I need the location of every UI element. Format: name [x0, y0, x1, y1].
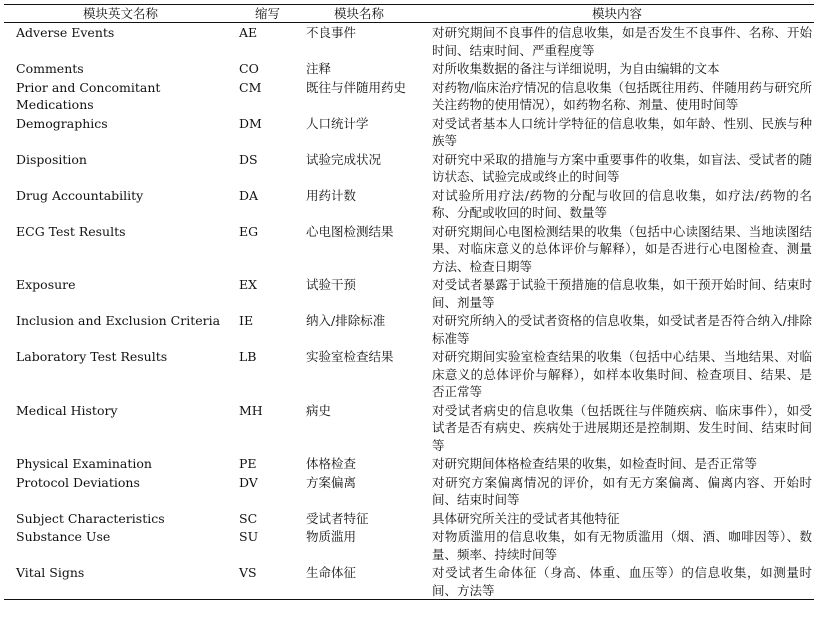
module-table	[4, 4, 814, 600]
cell-abbreviation: LB	[239, 349, 257, 364]
cell-english-name: Laboratory Test Results	[16, 349, 168, 364]
cell-english-name: Comments	[16, 61, 84, 76]
table-row	[4, 311, 814, 347]
cell-module-name: 实验室检查结果	[306, 349, 394, 364]
header-abbreviation: 缩写	[254, 6, 280, 21]
table-row	[4, 23, 814, 60]
cell-module-content: 对研究期间实验室检查结果的收集（包括中心结果、当地结果、对临床意义的总体评价与解释），如样本收集时间、检查项目、结果、是否正常等	[432, 349, 812, 399]
cell-module-name: 病史	[306, 402, 332, 418]
table-header-row	[4, 5, 814, 23]
cell-english-name: Protocol Deviations	[16, 474, 140, 490]
cell-module-name: 既往与伴随用药史	[306, 79, 407, 95]
table-row	[4, 150, 814, 186]
cell-module-content: 对试验所用疗法/药物的分配与收回的信息收集，如疗法/药物的名称、分配或收回的时间、数量等	[432, 187, 812, 220]
cell-module-content: 对研究方案偏离情况的评价，如有无方案偏离、偏离内容、开始时间、结束时间等	[432, 474, 812, 507]
cell-module-content: 对受试者基本人口统计学特征的信息收集，如年龄、性别、民族与种族等	[432, 115, 812, 148]
header-english-name: 模块英文名称	[82, 6, 158, 21]
table-row	[4, 186, 814, 222]
table-row	[4, 347, 814, 401]
cell-module-name: 试验完成状况	[306, 151, 382, 167]
cell-module-name: 试验干预	[306, 277, 357, 292]
table-body	[4, 23, 814, 600]
header-module-name: 模块名称	[333, 6, 384, 21]
cell-module-name: 人口统计学	[306, 115, 369, 131]
cell-module-content: 对受试者暴露于试验干预措施的信息收集，如干预开始时间、结束时间、剂量等	[432, 277, 812, 310]
table-row	[4, 59, 814, 78]
table-row	[4, 509, 814, 528]
cell-module-name: 方案偏离	[306, 474, 357, 490]
cell-module-content: 对受试者病史的信息收集（包括既往与伴随疾病、临床事件），如受试者是否有病史、疾病处于进展期还是控制期、发生时间、结束时间等	[432, 402, 812, 453]
cell-module-content: 对研究所纳入的受试者资格的信息收集，如受试者是否符合纳入/排除标准等	[432, 313, 812, 346]
cell-abbreviation: EG	[239, 223, 259, 239]
cell-module-name: 生命体征	[306, 565, 357, 580]
cell-module-name: 体格检查	[306, 456, 357, 471]
cell-module-content: 对研究中采取的措施与方案中重要事件的收集，如盲法、受试者的随访状态、试验完成或终止的时间等	[432, 151, 812, 184]
cell-abbreviation: DS	[239, 151, 258, 167]
header-module-content: 模块内容	[591, 6, 642, 21]
cell-abbreviation: VS	[239, 565, 257, 580]
cell-english-name: Substance Use	[16, 529, 111, 544]
table-row	[4, 401, 814, 455]
cell-english-name: Subject Characteristics	[16, 510, 165, 526]
cell-module-name: 受试者特征	[306, 510, 369, 526]
table-row	[4, 78, 814, 114]
cell-module-name: 物质滥用	[306, 529, 357, 544]
table-row	[4, 114, 814, 150]
cell-english-name: Demographics	[16, 115, 108, 131]
cell-abbreviation: MH	[239, 402, 263, 418]
cell-english-name: ECG Test Results	[16, 223, 126, 239]
cell-english-name: Medical History	[16, 402, 118, 418]
cell-english-name: Exposure	[16, 277, 76, 292]
cell-abbreviation: SU	[239, 529, 259, 544]
cell-abbreviation: IE	[239, 313, 254, 328]
cell-abbreviation: PE	[239, 456, 257, 471]
module-table-container	[4, 4, 814, 600]
cell-module-name: 用药计数	[306, 187, 357, 203]
cell-abbreviation: CO	[239, 61, 259, 76]
cell-module-name: 注释	[306, 61, 332, 76]
cell-english-name: Inclusion and Exclusion Criteria	[16, 313, 221, 328]
table-row	[4, 563, 814, 600]
table-row	[4, 222, 814, 276]
cell-english-name: Disposition	[16, 151, 87, 167]
cell-module-name: 不良事件	[306, 25, 357, 40]
cell-abbreviation: CM	[239, 79, 262, 95]
cell-module-content: 对药物/临床治疗情况的信息收集（包括既往用药、伴随用药与研究所关注药物的使用情况），如药物名称、剂量、使用时间等	[432, 79, 812, 112]
cell-module-content: 对研究期间心电图检测结果的收集（包括中心读图结果、当地读图结果、对临床意义的总体评价与解释），如是否进行心电图检查、测量方法、检查日期等	[432, 223, 812, 274]
cell-module-content: 对受试者生命体征（身高、体重、血压等）的信息收集，如测量时间、方法等	[432, 565, 812, 598]
cell-english-name: Adverse Events	[16, 25, 115, 40]
cell-abbreviation: DM	[239, 115, 262, 131]
table-row	[4, 473, 814, 509]
cell-abbreviation: EX	[239, 277, 258, 292]
table-row	[4, 275, 814, 311]
cell-module-content: 对所收集数据的备注与详细说明，为自由编辑的文本	[432, 61, 720, 76]
cell-module-name: 纳入/排除标准	[306, 313, 386, 328]
cell-abbreviation: DV	[239, 474, 258, 490]
cell-module-content: 对物质滥用的信息收集，如有无物质滥用（烟、酒、咖啡因等）、数量、频率、持续时间等	[432, 529, 812, 562]
cell-module-name: 心电图检测结果	[306, 223, 394, 239]
cell-english-name: Prior and Concomitant Medications	[16, 79, 161, 112]
cell-abbreviation: AE	[239, 25, 258, 40]
cell-english-name: Physical Examination	[16, 456, 152, 471]
cell-abbreviation: DA	[239, 187, 259, 203]
cell-module-content: 对研究期间不良事件的信息收集，如是否发生不良事件、名称、开始时间、结束时间、严重程度等	[432, 25, 812, 58]
table-row	[4, 454, 814, 473]
cell-module-content: 对研究期间体格检查结果的收集，如检查时间、是否正常等	[432, 456, 758, 471]
table-row	[4, 527, 814, 563]
cell-module-content: 具体研究所关注的受试者其他特征	[432, 510, 620, 526]
cell-english-name: Drug Accountability	[16, 187, 144, 203]
cell-abbreviation: SC	[239, 510, 258, 526]
cell-english-name: Vital Signs	[16, 565, 85, 580]
